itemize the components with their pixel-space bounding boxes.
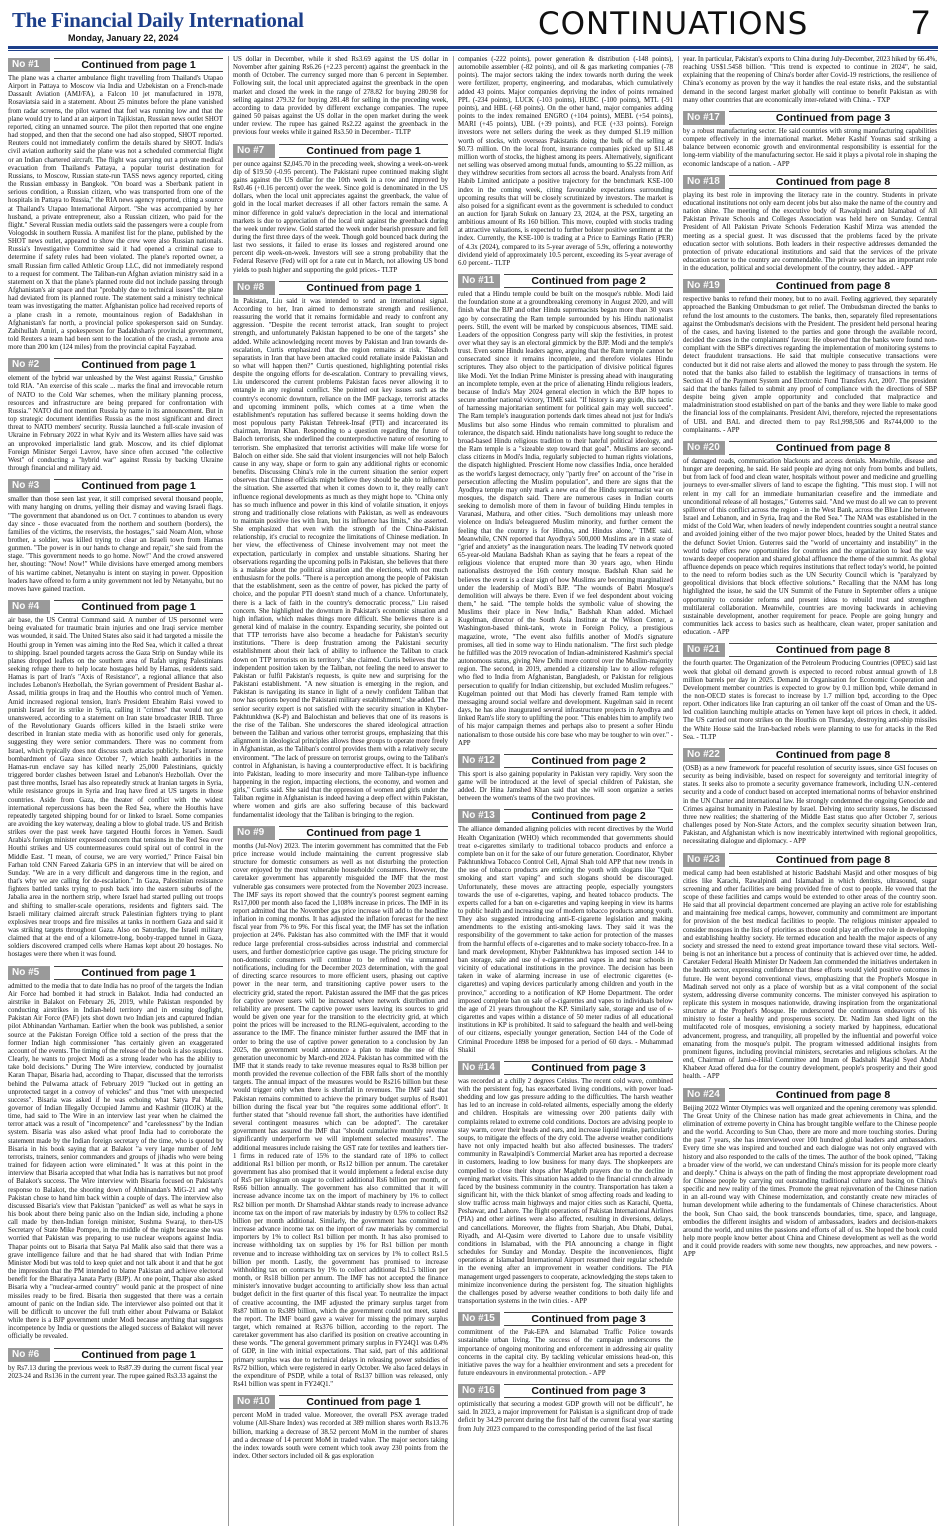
article-body: ruled that a Hindu temple could be built on the mosque's rubble. Modi laid the foundation stone at a groundbreaking ceremony in August 2020, and will finish what the BJP and other Hindu supremacists began more than 30 years ago by consecrating the Ram temple surrounded by his Hindu nationalist peers. Still, the event will be marked by conspicuous absences, TIME said. Leaders of the opposition Congress party will skip the festivities, in protest over what they say is an electoral gimmick by the BJP. Modi and the temple's trust. Even some Hindu leaders agree, arguing that the Ram temple cannot be consecrated since it remains incomplete, and therefore violates Hindu scriptures. They also object to the participation of divisive political figures like Modi. Yet the Indian Prime Minister is pressing ahead with inaugurating an incomplete temple, even at the price of alienating Hindu religious leaders, because of India's May 2024 general election in which the BJP hopes to secure another national victory, TIME said. "If history is any guide, this tactic of harnessing majoritarian sentiment for political gain may well succeed". The Ram temple's inauguration portends dark times ahead not just for India's Muslims but also some Hindus who remain committed to pluralism and tolerance, the dispatch said. Hindu nationalists have long sought to reduce the broad-based Hindu religious tradition to their hateful political ideology, and the Ram temple is a "sizeable step toward that goal". Muslims are second-class citizens in Modi's India, regularly subjected to human rights violations, the dispatch highlighted. Prescient Home now classifies India, once heralded as the world's largest democracy, only "partly free" on account of the "rise in persecution affecting the Muslim population", and there are signs that the Ayodhya temple may only mark a new era of the Hindu supremacist war on mosques, the dispatch said. There are numerous cases in Indian courts seeking to demolish more of them in favour of building Hindu temples in Varanasi, Mathura, and other cities. "Such demolitions may unleash more violence on India's beleaguered Muslim minority, and further cement the feeling that the country is for Hindus, and Hindus alone," TIME said. Meanwhile, CNN reported that Ayodhya's 500,000 Muslims are in a state of "grief and anxiety" as the inauguration nears. The leading TV network quoted 65-year-old Maulana Badshah Khan as saying that he fears a repeat of the religious violence that erupted more than 30 years ago, when Hindu nationalists destroyed the 16th century mosque. Badshah Khan said he believes the event is a clear sign of how Muslims are becoming marginalized under the leadership of Modi's BJP. "The wounds of Babri Mosque's demolition will always be there. Even if we feel despondent about voicing them," he said. "The temple holds the symbolic value of showing the Muslims their place in New India," Badshah Khan added. Michael Kugelman, director of the South Asia Institute at the Wilson Center, a Washington-based think-tank, wrote in Foreign Policy, a prestigious magazine, wrote, "The event also fulfills another of Modi's signature promises, all tied in some way to Hindu nationalism. "The first such pledge he fulfilled was the 2019 revocation of Indian-administered Kashmir's special autonomous status, giving New Delhi more control over the Muslim-majority region. The second, in 2019, amended a citizenship law to allow refugees who fled to India from Afghanistan, Bangladesh, or Pakistan for religious persecution to qualify for Indian citizenship, but excluded Muslim refugees." Kugelman pointed out that Modi has cleverly framed Ram temple with messaging around social welfare and development. Kugelman said in recent days, he has also inaugurated several infrastructure projects in Ayodhya and linked Ram's life story to uplifting the poor. "This enables him to amplify two of his major campaign themes and perhaps also to present a softer Hindu nationalism to those outside his core base who may be tougher to win over." - APP	[458, 291, 673, 747]
article-continuation	[458, 274, 673, 748]
masthead-rule	[8, 46, 938, 49]
story-number-badge: No #6	[8, 1348, 50, 1362]
story-number-badge: No #14	[458, 1061, 500, 1075]
story-number-badge: No #17	[683, 111, 725, 125]
column-4	[683, 56, 937, 1526]
story-number-badge: No #5	[8, 966, 50, 980]
continuation-header	[8, 600, 223, 614]
article-body: element of the hybrid war unleashed by the West against Russia," Grushko told RIA. "An exercise of this scale ... marks the final and irrevocable return of NATO to the Cold War schemes, when the military planning process, resources and infrastructure are being prepared for confrontation with Russia." NATO did not mention Russia by name in its announcement. But in top strategic document identifies Russia as the most significant and direct threat to NATO members' security. Russia launched a full-scale invasion of Ukraine in February 2022 in what Kyiv and its Western allies have said was an unprovoked imperialistic land grab. Moscow, and its chief diplomat Foreign Minister Sergei Lavrov, have since often accused "the collective West" of conducting a "hybrid war" against Russia by backing Ukraine through financial and military aid.	[8, 375, 223, 473]
story-number-badge: No #10	[233, 1395, 275, 1409]
continuation-header	[458, 274, 673, 288]
story-number-badge: No #15	[458, 1312, 500, 1326]
continuation-header	[8, 1348, 223, 1362]
story-number-badge: No #23	[683, 853, 725, 867]
continuation-header	[8, 358, 223, 372]
article-body: respective banks to refund their money, but to no avail. Feeling aggrieved, they separately approached the Banking Ombudsman to get relief. The Ombudsman directed the banks to refund the lost amounts to the customers. The banks, then, separately filed representations against the Ombudsman's decisions with the President. The president held personal hearing of the cases, and having listened to the parties and gone through the available record, decided the cases in the complainants' favour. He observed that the banks were found non-compliant with the SBP's directives regarding the implementation of monitoring systems to detect fraudulent transactions. He said that multiple consecutive transactions were conducted but it did not raise alerts and allowed the money to pass through the system. He noted that the banks also failed to establish the legitimacy of transactions in terms of Section 41 of the Payment System and Electronic Fund Transfers Act, 2007. The president said that the banks failed to submit any proof of compliance with the directions of SBP despite being given ample opportunity and concluded that malpractice and maladministration stood established on part of the banks and they were liable to make good the financial loss of the complainants. President Alvi, therefore, rejected the representations of UBL and BAL and directed them to pay Rs1,998,506 and Rs744,000 to the complainants. - APP	[683, 296, 937, 434]
article-body: US dollar in December, while it shed Rs3.69 against the US dollar in November after gaining Rs6.26 (+2.23 percent) against the greenback in the month of October. The currency surged more than 6 percent in September. Following suit, the local unit appreciated against the greenback in the open market and closed the week in the range of 278.82 for buying 280.98 for selling against 279.32 for buying 281.48 for selling in the preceding week, according to data provided by different exchange companies. The rupee gained 50 paisas against the US dollar in the open market during the week under review. The rupee has gained Rs2.22 against the greenback in the previous four weeks while it gained Rs3.50 in December.- TLTP	[233, 56, 448, 137]
story-number-badge: No #2	[8, 358, 50, 372]
story-number-badge: No #20	[683, 441, 725, 455]
story-number-badge: No #3	[8, 479, 50, 493]
article-body: year. In particular, Pakistan's exports to China during July-December, 2023 hiked by 66.4%, reaching US$1.5458 billion. "This trend is expected to continue in 2024", he said, explaining that the reopening of China's border after Covid-19 restrictions, the resilience of China's economy as proven by the way it handles the real estate risks, and the substantial demand in the second largest market globally will continue to benefit Pakistan as with many other countries that are economically inter-related with China. - TXP	[683, 56, 937, 104]
article-continuation	[233, 1395, 448, 1461]
story-number-badge: No #19	[683, 279, 725, 293]
column-1	[8, 56, 223, 1526]
story-number-badge: No #12	[458, 754, 500, 768]
continued-from-label: Continued from page 1	[279, 1395, 448, 1409]
continuation-header	[683, 279, 937, 293]
continued-from-label: Continued from page 3	[504, 1312, 673, 1326]
article-continuation	[458, 1312, 673, 1378]
story-number-badge: No #21	[683, 643, 725, 657]
story-number-badge: No #1	[8, 58, 50, 72]
story-number-badge: No #9	[233, 826, 275, 840]
column-divider	[228, 56, 229, 1526]
continuation-header	[458, 1061, 673, 1075]
article-continuation	[683, 1088, 937, 1260]
article-body: In Pakistan, Liu said it was intended to send an international signal. According to her, Iran aimed to demonstrate strength and resilience, reassuring the world that it remains formidable and ready to confront any aggression. "Despite the recent terrorist attack, Iran sought to project strength, and unfortunately Pakistan happened to be one of the targets" she added. While acknowledging recent moves by Pakistan and Iran towards de-escalation, Curtis emphasized that the region remains at risk. "Baloch separatists in Iran that have been attacked could retaliate inside Pakistan and so what will happen then?" Curtis questioned, highlighting potential risks despite the ongoing efforts for de-escalation. Contrary to prevailing views, Liu underscored the current problems Pakistan faces never allowing it to entangle in any regional conflict. She pointed out key issues such as the country's economic downturn, reliance on the IMF package, terrorist attacks and upcoming imminent polls, which comes at a time when the establishment's reputation has suffered because it seems holding down the most populous party Pakistan Tehreek-Insaf (PTI) and incarcerated its chairman, Imran Khan. Responding to a question regarding the future of Baloch terrorists, she underlined the counterproductive nature of resorting to terrorism. She emphasized that terrorist activities will make life worse for Baloch on either side. She said that violent insurgencies will not help Baloch cause in any way, shape or form to gain any additional rights or economic benefits. Discussing China's role in the current situation the senior expert observes that Chinese officials might believe they should be able to influence the situation. She asserted that when it comes down to it, they really can't influence regional developments as much as they might hope to. "China only has so much influence and power in this kind of volatile situation, it enjoys strong and traditionally close relations with Pakistan, as well as endeavours to maintain positive ties with Iran, but its influence has limits," she asserted. She emphasized that even with the strength of the China-Pakistan relationship, it's crucial to recognize the limitations of Chinese mediation. In her view, the effectiveness of Chinese involvement may not meet the expectation, particularly in complex and unstable situations. Sharing her observations regarding the upcoming polls in Pakistan, she believes that there is a malaise about the political situation and the elections, with not much enthusiasm for the polls. "There is a perception among the people of Pakistan that the establishment, seen as the centre of power, has picked the party of choice, and the popular PTI doesn't stand much of a chance. Unfortunately, there is a lack of faith in the country's democratic process," Liu raised concern. She highlighted the downturn in Pakistan's economic situation and high inflation, which makes things more difficult. She believes there is a general kind of malaise in the country. Expanding security, she pointed out that TTP terrorists have also become a headache for Pakistan's security institutions. "There is deep frustration among the Pakistani security establishment about their lack of ability to influence the Taliban to crack down on TTP terrorists on its territory," she claimed. Curtis believes that the independent position taken by the Taliban, not feeling the need to answer to Pakistan or fulfil Pakistan's requests, is quite new and surprising for the Pakistani establishment. "A new situation is emerging in the region, and Pakistan is navigating its stance in light of a newly confident Taliban that now has options beyond the Pakistani military establishment," she added. The senior security expert is not satisfied with the security situation in Khyber-Pakhtunkhwa (K-P) and Balochistan and believes that one of its reasons is the rise of the Taliban. She underscores the shared ideological attraction between the Taliban and various other terrorist groups, emphasizing that this alignment in ideological principles allows these groups to operate more freely in Afghanistan, as the Taliban's control provides them with a relatively secure environment. "The lack of pressure on terrorist groups, owing to the Taliban's control in Afghanistan, is having a counterproductive effect. It is backfiring into Pakistan, leading to more insecurity and more Taliban-type influence happening in the region, impacting elections, the economy, and women and girls," Curtis said. She said that the oppression of women and girls under the Taliban regime in Afghanistan is indeed having a deep effect within Pakistan, where women and girls are also suffering because of this backward fundamentalist ideology that the Taliban is bringing to the region.	[233, 297, 448, 819]
article-body: admitted to the media that to date India has no proof of the targets the Indian Air Force had bombed it had struck in Balakot. India had conducted an airstrike in Balakot on February 26, 2019, while Pakistan responded by conducting airstrikes in Indian-held territory and in ensuing dogfight, Pakistan Air Force (PAF) jets shot down two Indian jets and captured Indian pilot Abhinandan Varthaman. Earlier when the book was published, a senior source at the Pakistan Foreign Office told a section of the press that the former Indian high commissioner "has certainly given an exaggerated account of the events. The timing of the release of the book is also suspicious. Clearly, he wants to project Modi as a strong leader who has the ability to take bold decisions." During The Wire interview, conducted by journalist Karan Thapar, Bisaria had, according to Thapar, discussed that the terrorists behind the Pulwama attack of February 2019 "lucked out in getting an unprotected target in a convoy of vehicles" and thus "met with unexpected success". Bisaria was asked if he was echoing what Satya Pal Malik, governor of Indian Illegally Occupied Jammu and Kashmir (IIOJK) at the time, had said to The Wire in an interview last year when he claimed the terror attack was a result of "incompetence" and "carelessness" by the Indian system. Bisaria was also asked what proof India had to corroborate the statement made by the Indian foreign secretary of the time, who is quoted by Bisaria in his book saying that at Balakot "a very large number of JeM terrorists, trainers, senior commanders and groups of jihadis who were being trained for fidayeen action were eliminated." It was at this point in the interview that Bisaria accepted that what India has is narratives but not proof of Balakot's success. The Wire interview with Bisaria focused on Pakistan's response to Balakot, the shooting down of Abhinandan's MiG-21 and why Pakistan chose to hand him back within a couple of days. The interview also discussed Bisaria's view that Pakistan "panicked" as well as what he says in his book about there being panic also on the Indian side, including a phone call made by then-Indian foreign minister, Sushma Swaraj, to then-US Secretary of State Mike Pompeo, in the middle of the night because she was worried that Pakistan was preparing to use nuclear weapons against India. Thapar points out to Bisaria that Satya Pal Malik also said that there was a grave intelligence failure and that he had shared that with Indian Prime Minister Modi but was told to keep quiet and not talk about it and that he got the impression that the PM intended to blame Pakistan and achieve electoral benefit for the Bharatiya Janata Party (BJP). At one point, Thapar also asked Bisaria why a "nuclear-armed country" would panic at the prospect of nine missiles ready to be fired. Bisaria then suggested that there was a certain amount of panic on the Indian side. The interviewer also pointed out that it will be difficult to uncover the full truth either about Pulwama or Balakot while there is a BJP government under Modi because anything that suggests incompetence by India or questions the alleged success of Balakot will never officially be revealed.	[8, 982, 223, 1341]
article-body: (OSB) as a new framework for peaceful resolution of security issues, since GSI focuses on security as being indivisible, based on respect for sovereignty and territorial integrity of states. It seeks also to promote a security governance framework, including U.N.-centered security and a code of conduct based on accepted international norms of behavior enshrined in the UN Charter and international law. He strongly condemned the ongoing Genocide and Crimes against humanity in Palestine by Israel. Delving into security issues, he discussed three new realities; the shattering of the Middle East status quo after October 7, serious challenges posed by Non-State Actors, and the complex security situation between Iran, Pakistan, and Afghanistan which is now inextricably intertwined with regional geopolitics, necessitating dialogue and diplomacy. - APP	[683, 764, 937, 846]
masthead	[8, 4, 938, 44]
article-body: smaller than those seen last year, it still comprised several thousand people, with many hanging on drums, yelling their dismay and waving Israeli flags. "The government that abandoned us on Oct. 7 continues to abandon us every day since - those evacuated from the northern and southern (borders), the families of the victims, the reservists, the hostages," said Noam Alon, whose brother, a soldier, was killed trying to clear an Israeli town from Hamas gunmen. "The power is in our hands to change and repair," she said from the stage. "This government needs to go home. Now!" And the crowd answered her, shouting: "Now! Now!" While divisions have emerged among members of his wartime cabinet, Netanyahu is intent on staying in power. Opposition leaders have offered to form a unity government not led by Netanyahu, but no moves have gained traction.	[8, 496, 223, 593]
article-continuation	[458, 56, 673, 268]
article-body: Beijing 2022 Winter Olympics was well organized and the opening ceremony was splendid. The Great Unity of the Chinese nation has made great achievements in China, and the elimination of extreme poverty in China has brought tangible welfare to the Chinese people and the world. According to Sun Chao, there are more and more touching stories. During the past 7 years, she has interviewed over 100 hundred global leaders and ambassadors. Every time she was inspired and touched and each dialogue was not only engraved with history and also responded to the calls of the times. The author of the book opined, "Taking a broader view of the world, we can understand China's mission for its people more clearly and deeply." China is always on the path of finding the most appropriate development road for Chinese people by carrying out outstanding traditional culture and basing on China's specific and new reality of the times. Promote the great rejuvenation of the Chinese nation in an all-round way with Chinese modernization, and constantly create new miracles of human development while adhering to the fundamentals of Chinese characteristics. About the book, Sun Chao said, the book transcends boundaries, time, space, and language, embodies the different insights and wisdom of ambassadors, leaders and decision-makers around the world, and unites the passions and efforts of all of us. She hoped the book could help more people know better about China and Chinese development as well as the world and it could provide readers with some new thoughts, new approaches, and new powers. - APP	[683, 1104, 937, 1259]
article-continuation	[683, 175, 937, 274]
page-number: 7	[911, 4, 930, 42]
story-number-badge: No #7	[233, 144, 275, 158]
continued-from-label: Continued from page 3	[504, 1384, 673, 1398]
article-continuation	[233, 281, 448, 820]
article-body: air base, the US Central Command said. A number of US personnel were being evaluated for traumatic brain injuries and one Iraqi service member was wounded, it said. The United States also said it had targeted a missile the Houthi group in Yemen was aiming into the Red Sea, which it called a threat to shipping. Israel pounded targets across the Gaza Strip on Sunday while its planes dropped leaflets on the southern area of Rafah urging Palestinians seeking refuge there to help locate hostages held by Hamas, residents said. Hamas is part of Iran's "Axis of Resistance", a regional alliance that also includes Lebanon's Hezbollah, the Syrian government of President Bashar al-Assad, militia groups in Iraq and the Houthis who control much of Yemen. Amid increased regional tension, Iran's President Ebrahim Raisi vowed to punish Israel for its strike in Syria, calling it "crimes" that would not go unanswered, according to a statement on Iran state broadcaster IRIB. Three of the Revolutionary Guards officers killed in the Israeli strike were described in Iranian state media with as honorific used only for generals, suggesting they were senior commanders. There was no comment from Israel, which typically does not discuss such attacks publicly. Israel's intense bombardment of Gaza since October 7, which health authorities in the Hamas-run enclave say has killed nearly 25,000 Palestinians, quickly triggered border clashes between Israel and Lebanon's Hezbollah. Over the past three months, Israel has also repeatedly struck at Iranian targets in Syria, while resistance groups in Syria and Iraq have fired at US targets in those countries. Aside from Gaza, the theater of conflict with the widest international repercussions has been the Red Sea, where the Houthis have repeatedly targeted shipping bound for or linked to Israel. Some companies are avoiding the key waterway, dealing a blow to global trade. US and British strikes over the past week have targeted Houthi forces in Yemen. Saudi Arabia's foreign minister expressed concern that tensions in the Red Sea over Houthi strikes and US countermeasures could spiral out of control in the Middle East. "I mean, of course, we are very worried," Prince Faisal bin Farhan told CNN Fareed Zakaria GPS in an interview that will be aired on Sunday. "We are in a very difficult and dangerous time in the region, and that's why we are calling for de-escalation." In Gaza, Palestinian resistance fighters battled tanks trying to push back into the eastern suburbs of the Jabalia area in the northern strip, where Israel had started pulling out troops and shifting to smaller-scale operations, residents and fighters said. The Israeli military claimed aircraft struck Palestinian fighters trying to plant explosives near troops and fire missiles at tanks in northern Gaza and said it was striking targets throughout Gaza. Also on Saturday, the Israeli military claimed that at the end of a kilometre-long, booby-trapped tunnel in Gaza, soldiers discovered cramped cells where Hamas kept about 20 hostages. No hostages were there when it was found.	[8, 617, 223, 959]
article-continuation	[8, 358, 223, 473]
column-3	[458, 56, 673, 1526]
continuation-header	[8, 58, 223, 72]
continuation-header	[8, 479, 223, 493]
continuation-header	[458, 754, 673, 768]
article-continuation	[8, 600, 223, 960]
continued-from-label: Continued from page 8	[729, 441, 937, 455]
article-continuation	[458, 754, 673, 804]
article-body: percent MoM in traded value. Moreover, the overall PSX average traded volume (All-Share Index) was recorded at 389 million shares worth Rs13.76 billion, marking a decrease of 38.52 percent MoM in the number of shares and a decrease of 14 percent MoM in traded value. The major sectors taking the index towards south were cement which took away 230 points from the index. Other sectors included oil & gas exploration	[233, 1412, 448, 1460]
continued-from-label: Continued from page 2	[504, 809, 673, 823]
story-number-badge: No #18	[683, 175, 725, 189]
continued-from-label: Continued from page 8	[729, 853, 937, 867]
continuation-header	[233, 826, 448, 840]
continued-from-label: Continued from page 1	[279, 826, 448, 840]
continuation-header	[683, 853, 937, 867]
continuation-header	[683, 175, 937, 189]
article-body: The alliance demanded aligning policies with recent directives by the World Health Organization (WHO) which recommended that governments should treat e-cigarettes similarly to traditional tobacco products and enforce a complete ban on it for the sake of our future generation. Coordinator, Khyber Pakhtunkhwa Tobacco Control Cell, Ajmal Shah told APP that new trends in the use of tobacco products are enticing the youth with slogans like "Quit smoking and start vaping" and such slogans should be discouraged. Unfortunately, these moves are attracting people, especially youngsters towards the use of e-cigarettes, vaping, and heated tobacco products. The experts called for a ban on e-cigarettes and vaping keeping in view its harms to public health and increasing use of modern tobacco products among youth. They also suggested introducing anti-E-cigarette legislation and making amendments to the existing anti-smoking laws. They said it was the responsibility of the government to take action for protection of the masses from the harmful effects of e-cigarettes and to make society tobacco-free. In a land mark development, Khyber Pakhtunkhwa has imposed section 144 to ban storage, sale and use of e-cigarettes and vapes in and near schools in vicinity of educational institutions in the province. The decision has been taken in wake of alarming increase in use of electronic cigarettes (e-cigarettes) and vaping devices particularly among children and youth in the province," according to a notification of KP Home Department. The order imposed complete ban on sale of e-cigarettes and vapes to individuals below the age of 21 years throughout the KP. Similarly sale, storage and use of e-cigarettes and vapes within a distance of 50 meter radius of all educational institutions in KP is prohibited. It said to safeguard the health and well-being of our citizens, especially younger generation, Section 144 of the Code of Criminal Procedure 1898 be imposed for a period of 60 days. - Muhammad Shakil	[458, 826, 673, 1054]
continuation-header	[683, 111, 937, 125]
article-body: was recorded at a chilly 2 degrees Celsius. The recent cold wave, combined with the persistent fog, has exacerbated living conditions, with power load-shedding and low gas pressure adding to the difficulties. The harsh weather has led to an increase in cold-related ailments, especially among the elderly and children. Hospitals are witnessing over 200 patients daily with complaints related to extreme cold conditions. Doctors are advising people to stay warm, cover their heads and ears, and increase liquid intake, particularly soups, to mitigate the effects of the dry cold. The adverse weather conditions have not only impacted health but also affected businesses. The traders' community in Rawalpindi's Commercial Market area has reported a decrease in customers, leading to low business for many days. The shopkeepers are compelled to close their shops after Maghrib prayers due to the decline in evening market visits. This situation has added to the financial crunch already faced by the business community in the country. Transportation has taken a significant hit, with the thick blanket of smog affecting roads and leading to slow traffic across main highways and major cities such as Karachi, Quetta, Peshawar, and Lahore. The flight operations of Pakistan International Airlines (PIA) and other airlines were also affected, resulting in diversions, delays, and cancellations. Moreover, the flights from Sharjah, Abu Dhabi, Dubai, Riyadh, and Al-Qasim were diverted to Lahore due to unsafe visibility conditions in Islamabad, with the PIA announcing a change in flight schedules for Sunday and Monday. Despite the inconveniences, flight operations at Islamabad International Airport resumed their regular schedule in the evening after an improvement in weather conditions. The PIA management urged passengers to cooperate, acknowledging the steps taken to minimize inconvenience during the persistent fog. The situation highlights the challenges posed by adverse weather conditions to both daily life and transportation systems in the twin cities. - APP	[458, 1077, 673, 1306]
article-body: This sport is also gaining popularity in Pakistan very rapidly. Very soon the game will be introduced at the level of special children of Pakistan, she added. Dr Hina Jamshed Khan said that she will soon organize a series between the women's teams of the two provinces.	[458, 770, 673, 803]
continued-from-label: Continued from page 1	[54, 58, 223, 72]
continuation-header	[458, 1384, 673, 1398]
article-body: by a robust manufacturing sector. He said countries with strong manufacturing capabilities compete effectively in the international market. Meher Kashif Younas said striking a balance between economic growth and environmental responsibility is essential for the long-term viability of the manufacturing sector. He said it plays a pivotal role in shaping the economic landscape of a nation. - APP	[683, 127, 937, 168]
continued-from-label: Continued from page 3	[504, 1061, 673, 1075]
article-continuation	[458, 1061, 673, 1306]
article-body: optimistically that securing a modest GDP growth will not be difficult", he said. In 2023, a major improvement for Pakistan is a significant drop of trade deficit by 34.29 percent during the first half of the current fiscal year starting from July 2023 compared to the corresponding period of the last fiscal	[458, 1401, 673, 1433]
article-continuation	[683, 111, 937, 169]
continuation-header	[8, 966, 223, 980]
article-continuation	[8, 58, 223, 352]
article-body: by Rs7.13 during the previous week to Rs87.39 during the current fiscal year 2023-24 and Rs136 in the current year. The rupee gained Rs3.33 against the	[8, 1364, 223, 1380]
story-number-badge: No #22	[683, 748, 725, 762]
continued-from-label: Continued from page 1	[279, 281, 448, 295]
article-body: companies (-222 points), power generation & distribution (-148 points), automobile assembler (-82 points), and oil & gas marketing companies (-78 points). The major sectors taking the index towards north during the week were fertilizer, property, engineering, and modarabas, which cumulatively added 43 points. Major companies depriving the index of points remained PPL (-234 points), LUCK (-103 points), HUBC (-100 points), MTL (-91 points), and HBL (-68 points). On the other hand, major companies adding points to the index remained ENGRO (+104 points), MEBL (+54 points), MARI (+45 points), UBL (+39 points), and FCE (+33 points). Foreign investors were net sellers during the week as they dumped $1.19 million worth of stocks, with overseas Pakistanis doing the bulk of the selling at $0.73 million. On the local front, insurance companies picked up $11.48 million worth of stocks, the highest among its peers. Alternatively, significant net selling was observed among mutual funds, amounting to $5.22 million, as they withdrew securities from sectors all across the board. Analysts from Arif Habib Limited anticipate a positive trajectory for the benchmark KSE-100 index in the coming week, citing favourable expectations surrounding upcoming results that will be closely scrutinized by investors. The market is also poised for a significant event as the government is scheduled to conduct an auction for Ijarah Sukuk on January 23, 2024, at the PSX, targeting an ambitious amount of Rs 160 billion. This move, coupled with stocks trading at attractive valuations, is expected to further bolster positive sentiment at the index. Currently, the KSE-100 is trading at a Price to Earnings Ratio (PER) of 4.3x (2024), compared to its 5-year average of 5.9x, offering a noteworthy dividend yield of approximately 10.5 percent, exceeding its 5-year average of 6.0 percent.- TLTP	[458, 56, 673, 267]
continuation-header	[683, 1088, 937, 1102]
article-body: the fourth quarter. The Organization of the Petroleum Producing Countries (OPEC) said last week that global oil demand growth is expected to record robust annual growth of 1.8 million barrels per day in 2025. Demand in Organisation for Economic Cooperation and Development member countries is expected to grow by 0.1 million bpd, while demand in the non-OECD states is forecast to increase by 1.7 million bpd, according to the Opec report. Other indicators like Iran capturing an oil tanker off the coast of Oman and the US-led coalition launching multiple attacks on Yemen have kept oil prices in check, it added. The US carried out more strikes on the Houthis on Thursday, destroying anti-ship missiles the White House said the Iran-backed rebels were planning to use for attacks in the Red Sea. - TLTP	[683, 660, 937, 741]
story-number-badge: No #16	[458, 1384, 500, 1398]
continued-from-label: Continued from page 1	[279, 144, 448, 158]
continuation-header	[683, 441, 937, 455]
continuation-header	[458, 1312, 673, 1326]
article-continuation	[233, 144, 448, 275]
continued-from-label: Continued from page 1	[54, 600, 223, 614]
newspaper-title: The Financial Daily International	[12, 8, 304, 32]
article-continuation	[683, 853, 937, 1082]
issue-date: Monday, January 22, 2024	[68, 33, 179, 43]
section-title: CONTINUATIONS	[538, 6, 809, 42]
masthead-rule-thin	[8, 50, 938, 51]
continuation-header	[233, 1395, 448, 1409]
story-number-badge: No #4	[8, 600, 50, 614]
article-continuation	[683, 279, 937, 435]
continued-from-label: Continued from page 8	[729, 175, 937, 189]
story-number-badge: No #8	[233, 281, 275, 295]
column-divider	[453, 56, 454, 1526]
article-body: commitment of the Pak-EPA and Islamabad Traffic Police towards sustainable urban living. The success of the campaign underscores the importance of ongoing monitoring and enforcement in addressing air quality concerns in the capital city. By tackling vehicular emissions head-on, this initiative paves the way for a healthier environment and sets a precedent for future endeavours in environmental protection. - APP	[458, 1329, 673, 1377]
continued-from-label: Continued from page 1	[54, 479, 223, 493]
continuation-header	[233, 281, 448, 295]
article-continuation	[683, 56, 937, 105]
continued-from-label: Continued from page 3	[729, 111, 937, 125]
story-number-badge: No #11	[458, 274, 500, 288]
continued-from-label: Continued from page 2	[504, 754, 673, 768]
article-body: per ounce against $2,045.70 in the preceding week, showing a week-on-week dip of $19.50 (-0.95 percent). The Pakistani rupee continued making slight gains against the US dollar for the 10th week in a row and improved by Rs0.46 (+0.16 percent) over the week. Since gold is denominated in the US dollars, when the local unit appreciates against the greenback, the value of gold in the local market decreases if all other factors remain the same. A minor difference in gold value's depreciation in the local and international markets is due to appreciation of the local unit against the greenback during the week under review. Gold started the week under bearish pressure and fell during the first three days of the week. Though gold bounced back during the last two sessions, it failed to erase its losses and registered around one percent dip week-on-week. Investors will see a strong probability that the Federal Reserve (Fed) will opt for a rate cut in March, not allowing US bond yields to push higher and supporting the gold prices.- TLTP	[233, 160, 448, 274]
article-body: The plane was a charter ambulance flight travelling from Thailand's Utapao Airport in Pattaya to Moscow via India and Uzbekistan on a French-made Dassault Aviation (AMJ/FA), a Falcon 10 jet manufactured in 1978, Rosaviatsia said in a statement. About 25 minutes before the plane vanished from radar screens, the pilot warned that fuel was running low and that the plane would try to land at an airport in Tajikistan, Russian news outlet SHOT reported, citing an unnamed source. The pilot then reported that one engine had stopped, and then that the second one had also stopped, SHOT reported. Reuters could not immediately confirm the details shared by SHOT. India's civil aviation authority said the plane was not a scheduled commercial flight or an Indian chartered aircraft. The flight was carrying out a private medical evacuation from Thailand's Pattaya, a popular tourist destination for Russians, to Moscow, Russian state-run TASS news agency reported, citing the Russian embassy in Bangkok. "On board was a Sberbank patient in serious condition, a Russian citizen, who was transported from one of the hospitals in Pattaya to Russia," the RIA news agency reported, citing a source at Thailand's Utapao International Airport. "She was accompanied by her husband, a private entrepreneur, also a Russian citizen, who paid for the flight." Several Russian media outlets said the passengers were a couple from Vologodsk in southern Russia. A manifest list for the plane, published by the SHOT news outlet, appeared to show the crew were also Russian nationals. Russia's Investigative Committee said it had opened a criminal case to determine if safety rules had been violated. The plane's reported owner, a small Russian firm called Athletic Group LLC, did not immediately respond to a request for comment. The Taliban-run Afghan aviation ministry said in a statement on X that the plane's planned route did not include passing through Afghanistan's air space and that "probably due to technical issues" the plane had deviated from its planned route. The statement said a ministry technical team was investigating the matter. Afghanistan police had received reports of a plane crash in a remote, mountainous region of Badakhshan in Afghanistan's far north, a provincial police spokesperson said on Sunday. Zabihullah Amiri, a spokesperson for Badakhshan's provincial government, told Reuters a team had been sent to the location of the crash, a remote area more than 200 km (124 miles) from the provincial capital Fayzabad.	[8, 75, 223, 352]
continued-from-label: Continued from page 8	[729, 1088, 937, 1102]
column-2	[233, 56, 448, 1526]
article-continuation	[233, 826, 448, 1389]
article-continuation	[8, 966, 223, 1342]
continued-from-label: Continued from page 1	[54, 966, 223, 980]
continued-from-label: Continued from page 1	[54, 1348, 223, 1362]
continuation-header	[683, 748, 937, 762]
continued-from-label: Continued from page 2	[504, 274, 673, 288]
continued-from-label: Continued from page 1	[54, 358, 223, 372]
article-continuation	[683, 748, 937, 847]
article-continuation	[683, 441, 937, 637]
continued-from-label: Continued from page 8	[729, 279, 937, 293]
article-body: medical camp had been established at historic Badshahi Masjid and other mosques of big cities like Karachi, Rawalpindi and Islamabad in which dentists, ultrasound, sugar screening and other facilities are being provided free of cost to people. He vowed that the scope of these facilities and camps would be extended to other areas of the country soon. He said that all provincial department concerned are playing an active role for establishing and maintaining free medical camps, however, community and commitment are important for provision of the best medical facilities to people. The religious minister appealed to consider mosques in the lists of priorities as those could play an effective role in developing and establishing healthy society. He termed education and health the major aspects of any society and stressed the need to extend great importance toward these vital sectors. Well-being is not an inheritance but a process of continuity that is achieved over time, he added. Caretaker Federal Health Minister Dr Nadeem Jan commended the initiatives undertaken in the health sector, expressing confidence that these efforts would yield positive outcomes in future. He went beyond conventional views, emphasizing that the Prophet's Mosque in Madinah served not only as a place of worship but as a vital component of the social system, addressing diverse community concerns. The minister conveyed his aspiration to replicate this system in mosques nationwide, drawing inspiration from the organizational structure at the Prophet's Mosque. He underscored the continuous endeavours of his ministry to foster a healthy and prosperous society. Dr. Nadim Jan shed light on the multifaceted role of mosques, envisioning a society marked by happiness, educational advancement, progress, and tranquility, all propelled by the influential and powerful voice emanating from the mosque's pulpit. The program witnessed additional insights from prominent figures, including provincial ministers, secretaries and religious scholars. At the end, Chairman of Jami-e-Hilal Committee and Imam of Badshahi Masjid Syed Abdul Khabeer Azad offered dua for the country development, people's prosperity and their good health. - APP	[683, 869, 937, 1081]
article-continuation	[458, 1384, 673, 1434]
article-continuation	[8, 479, 223, 594]
article-continuation	[458, 809, 673, 1054]
article-body: of damaged roads, communication blackouts and access denials. Meanwhile, disease and hunger are deepening, he said. He said people are dying not only from bombs and bullets, but from lack of food and clean water, hospitals without power and medicine and gruelling journeys to ever-smaller slivers of land to escape the fighting. "This must stop. I will not relent in my call for an immediate humanitarian ceasefire and the immediate and unconditional release of all hostages," Guterres said. "And we must do all we can to prevent spillover of this conflict across the region - in the West Bank, across the Blue Line between Israel and Lebanon, and in Syria, Iraq and the Red Sea." The NAM was established in the midst of the Cold War, when leaders of newly independent countries sought a neutral stance and avoided joining either of the two major power blocs, headed by the United States and the defunct Soviet Union. Guterres said the "world of uncertainty and instability" in the world today offers new opportunities for countries and the organization to lead the way towards deeper cooperation and shared global affluence the theme of the summit. As global affluence depends on peace which requires institutions that reflect today's world, he pointed to the need to reform bodies such as the UN Security Council which is "paralyzed by geopolitical divisions that block effective solutions." Recalling that the NAM has long highlighted the issue, he said the UN Summit of the Future in September offers a unique opportunity to consider reforms and present ideas to rebuild trust and strengthen multilateral collaboration. Meanwhile, countries are moving backwards in achieving sustainable development, another requirement for peace. People are going hungry and communities lack access to basics such as healthcare, clean water, proper sanitation and education. - APP	[683, 457, 937, 637]
article-continuation	[683, 643, 937, 742]
story-number-badge: No #24	[683, 1088, 725, 1102]
continued-from-label: Continued from page 8	[729, 748, 937, 762]
article-continuation	[8, 1348, 223, 1381]
continuation-header	[458, 809, 673, 823]
continuation-header	[233, 144, 448, 158]
continued-from-label: Continued from page 8	[729, 643, 937, 657]
article-body: months (Jul-Nov) 2023. The interim government has committed that the Feb price increase would include maintaining the current progressive slab structure for domestic consumers as well as not disturbing the protection cover enjoyed by the most vulnerable households/ consumers. However, the caretaker government has apparently misguided the IMF that the most vulnerable gas consumers were protected from the November 2023 increase. The IMF says its report showed that the country's poorest segment earning Rs17,000 per month also faced the 1,108% increase in prices. The IMF in its report admitted that the November gas price increase will add to the headline inflation in coming months. It has adjusted the inflation forecast for the next fiscal year from 7% to 9%. For this fiscal year, the IMF has set the inflation projection at 24%. Pakistan has also committed with the IMF that it would reduce large preferential cross-subsidies across industrial and commercial users, and further domestic/price captive gas usage. The pricing structure for non-domestic consumers will continue to be refined via unmanned notifications, including for the December 2023 determination, with the goal of directing scarce resources to more efficient users, phasing out captive power in the near term, and transitioning captive power users to the electricity grid, stated the report. Pakistan assured the IMF that the gas prices for captive power users will be increased where network distribution and reliability are present. The captive power users leaving its sources to grid would be given one year for the transition to the electricity grid, at which point the prices will be increased to the RLNG-equivalent, according to the assurance to the IMF. The finance minister further assured the IMF that in order to bring the use of captive power generation to a conclusion by Jan 2025, the government would announce a plan to make the use of this generation uneconomic by March-end 2024. Pakistan has committed with the IMF that it stands ready to take revenue measures equal to Rs38 billion per month provided the revenue collection of the FBR falls short of the monthly targets. The annual impact of the measures would be Rs216 billion but these would trigger only when there is shortfall in revenues. The IMF said that Pakistan remains committed to achieve the primary budget surplus of Rs401 billion during the fiscal year but "the requires some additional effort". It further stated that "should revenue fall short, the authorities have identified several contingent measures which can be adopted". The caretaker government has assured the IMF that "should cumulative monthly revenue significantly underperform we will implement selected measures". The additional measures include raising the GST rate for textiles and leathers tier-1 firms in reduced rate of 15% to the standard rate of 18% to collect additional Rs1 billion per month, or Rs12 billion per annum. The caretaker government has also promised that it would implement a federal excise duty of Rs5 per kilogram on sugar to collect additional Rs6 billion per month, or Rs66 billion annually. The government has also committed that it will increase advance income tax on the import of machinery by 1% to collect Rs2 billion per month. Dr Shamshad Akhtar stands ready to increase advance income tax on the import of raw materials by industry by 0.5% to collect Rs2 billion per month additional. Similarly, the government has committed to increase advance income tax on the import of raw materials by commercial importers by 1% to collect Rs1 billion per month. It has also promised to increase withholding tax on supplies by 1% for Rs1 billion per month revenue and to increase withholding tax on services by 1% to collect Rs1.5 billion per month. Lastly, the government has promised to increase withholding tax on contracts by 1% to collect additional Rs1.5 billion per month, or Rs18 billion per annum. The IMF has not accepted the finance minister's innovative budget accounting to artificially show less than actual budget deficit in the first quarter of this fiscal year. To neutralize the impact of creative accounting, the IMF adjusted the primary surplus target from Rs87 billion to Rs389 billion, which the government could not meet, stated the report. The IMF board gave a waiver for missing the primary surplus target, which remained at Rs376 billion, according to the report. The caretaker government has also clarified its position on creative accounting in these words. "The general government primary surplus in FY24Q1 was 0.4% of GDP, in line with initial expectations. That said, part of this additional primary surplus was due to technical delays in releasing power subsidies of Rs72 billion, which were registered in early October. We also faced delays in the expenditure of PSDP, while a total of Rs137 billion was released, only Rs41 billion was spent in FY24Q1."	[233, 842, 448, 1389]
article-body: playing its best role in improving the literacy rate in the country. Students in private educational institutions not only earn decent jobs but also make the name of the country and nation shine. The meeting of the executive body of Rawalpindi and Islamabad of All Pakistan Private Schools and Colleges Association was held here on Sunday. Central President of All Pakistan Private Schools Federation Kashif Mirza was attended the meeting as a special guest. It was discussed that the problems faced by the private education sector with solutions. Both leaders in their respective addresses demanded the protection of private educational institutions and said that the services of the private education sector to the country are commendable. The private sector has an important role in the education, political and social development of the country, they added. - APP	[683, 191, 937, 273]
story-number-badge: No #13	[458, 809, 500, 823]
column-divider	[678, 56, 679, 1526]
article-continuation	[233, 56, 448, 138]
continuation-header	[683, 643, 937, 657]
